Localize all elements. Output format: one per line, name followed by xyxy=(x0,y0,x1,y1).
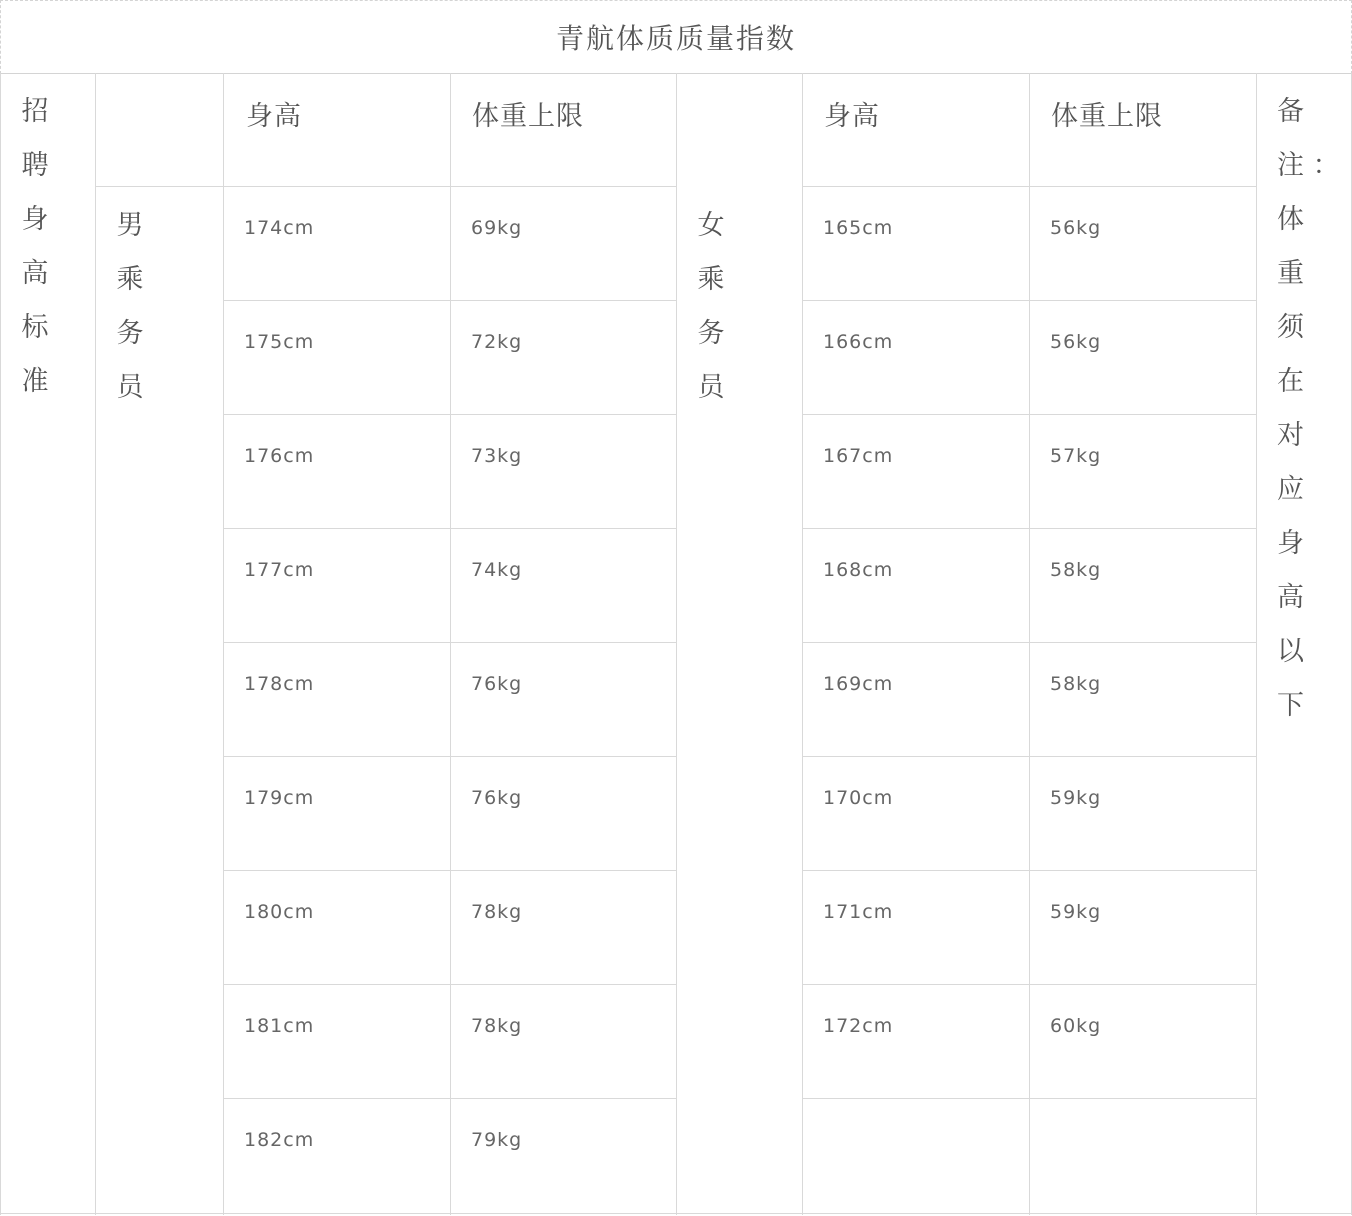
grid-line xyxy=(0,1213,1352,1214)
row-line xyxy=(802,870,1257,871)
male-weight-cell: 72kg xyxy=(471,331,523,353)
male-weight-cell: 76kg xyxy=(471,673,523,695)
note-label: 备 注 ： 体 重 须 在 对 应 身 高 以 下 xyxy=(1277,96,1340,721)
row-line xyxy=(223,300,677,301)
male-label: 男 乘 务 员 xyxy=(116,210,144,403)
grid-line xyxy=(0,73,1,1215)
female-height-cell: 171cm xyxy=(823,901,894,923)
row-line xyxy=(802,1098,1257,1099)
male-weight-cell: 73kg xyxy=(471,445,523,467)
female-height-cell: 167cm xyxy=(823,445,894,467)
grid-line xyxy=(1256,73,1257,1215)
female-weight-cell: 57kg xyxy=(1050,445,1102,467)
male-height-cell: 179cm xyxy=(244,787,315,809)
row-line xyxy=(223,414,677,415)
grid-line xyxy=(450,73,451,1215)
row-line xyxy=(802,528,1257,529)
row-line xyxy=(223,870,677,871)
grid-line xyxy=(1029,73,1030,1215)
male-weight-cell: 74kg xyxy=(471,559,523,581)
grid-line xyxy=(223,73,224,1215)
male-weight-cell: 78kg xyxy=(471,1015,523,1037)
female-weight-cell: 58kg xyxy=(1050,559,1102,581)
grid-line xyxy=(676,73,677,1215)
row-line xyxy=(802,984,1257,985)
male-weight-cell: 78kg xyxy=(471,901,523,923)
male-weight-cell: 79kg xyxy=(471,1129,523,1151)
female-height-cell: 166cm xyxy=(823,331,894,353)
male-height-cell: 178cm xyxy=(244,673,315,695)
female-weight-header: 体重上限 xyxy=(1051,101,1163,132)
female-height-cell: 170cm xyxy=(823,787,894,809)
female-height-cell: 168cm xyxy=(823,559,894,581)
male-height-cell: 180cm xyxy=(244,901,315,923)
male-height-cell: 182cm xyxy=(244,1129,315,1151)
male-height-cell: 176cm xyxy=(244,445,315,467)
female-label: 女 乘 务 员 xyxy=(697,210,725,403)
grid-line xyxy=(802,186,1257,187)
row-line xyxy=(802,414,1257,415)
male-weight-cell: 76kg xyxy=(471,787,523,809)
row-line xyxy=(223,984,677,985)
left-label: 招 聘 身 高 标 准 xyxy=(21,96,49,397)
male-weight-header: 体重上限 xyxy=(472,101,584,132)
male-height-cell: 181cm xyxy=(244,1015,315,1037)
female-weight-cell: 59kg xyxy=(1050,901,1102,923)
grid-line xyxy=(802,73,803,1215)
row-line xyxy=(802,642,1257,643)
male-weight-cell: 69kg xyxy=(471,217,523,239)
table-title: 青航体质质量指数 xyxy=(0,0,1352,74)
female-weight-cell: 60kg xyxy=(1050,1015,1102,1037)
female-height-cell: 169cm xyxy=(823,673,894,695)
grid-line xyxy=(95,73,96,1215)
female-weight-cell: 56kg xyxy=(1050,217,1102,239)
male-height-header: 身高 xyxy=(246,101,302,132)
row-line xyxy=(802,300,1257,301)
female-weight-cell: 56kg xyxy=(1050,331,1102,353)
female-height-cell: 172cm xyxy=(823,1015,894,1037)
female-height-cell: 165cm xyxy=(823,217,894,239)
grid-line xyxy=(95,186,677,187)
male-height-cell: 174cm xyxy=(244,217,315,239)
row-line xyxy=(223,642,677,643)
row-line xyxy=(802,756,1257,757)
female-height-header: 身高 xyxy=(824,101,880,132)
male-height-cell: 175cm xyxy=(244,331,315,353)
row-line xyxy=(223,1098,677,1099)
male-height-cell: 177cm xyxy=(244,559,315,581)
female-weight-cell: 59kg xyxy=(1050,787,1102,809)
female-weight-cell: 58kg xyxy=(1050,673,1102,695)
row-line xyxy=(223,756,677,757)
row-line xyxy=(223,528,677,529)
